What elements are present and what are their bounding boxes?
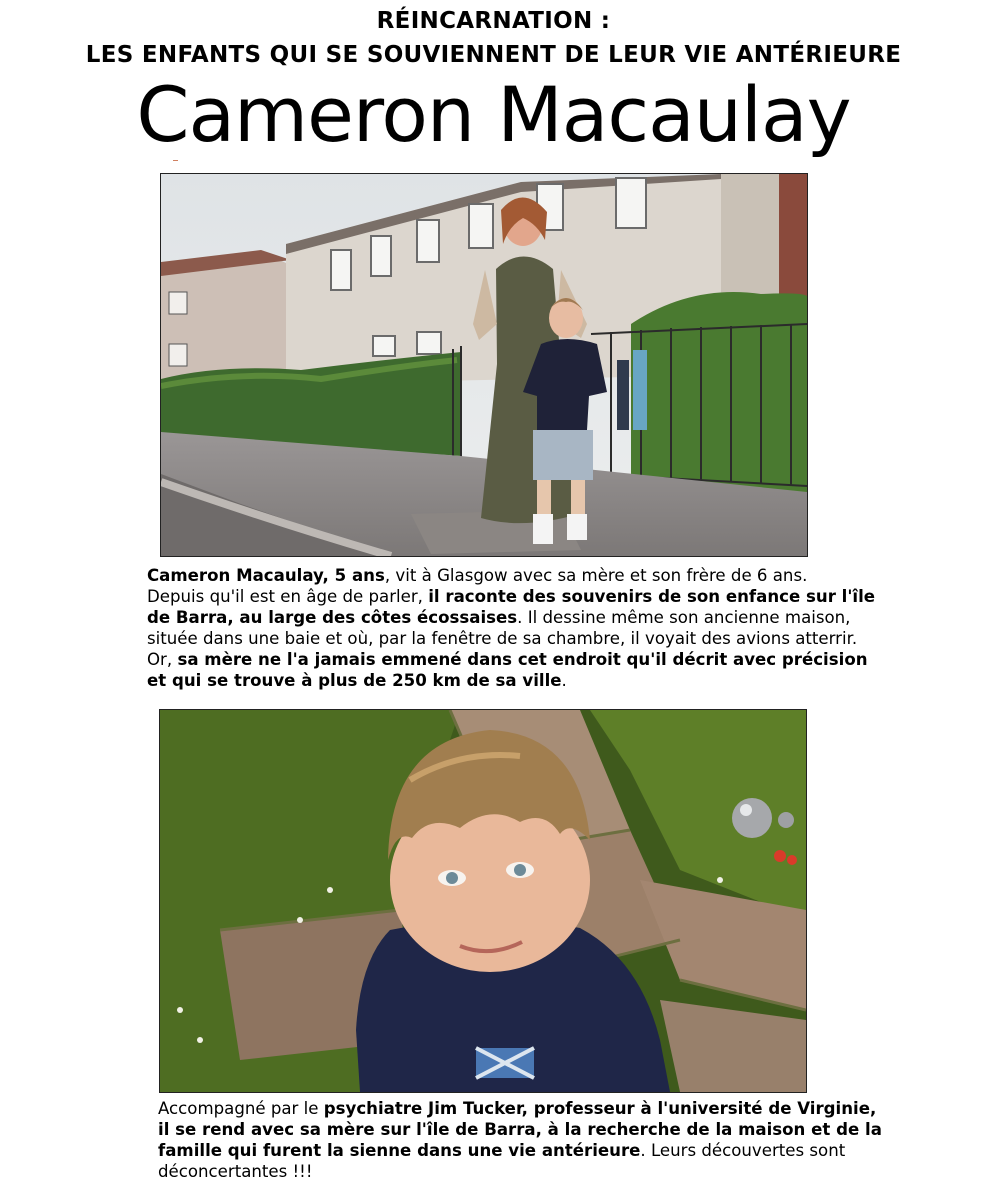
- caption1-line6-rest: .: [561, 671, 567, 690]
- caption1-line2-plain: Depuis qu'il est en âge de parler,: [147, 587, 429, 606]
- page-title: Cameron Macaulay: [136, 70, 851, 159]
- caption1-line5-bold: sa mère ne l'a jamais emmené dans cet endroit qu'il décrit avec précision: [177, 650, 868, 669]
- caption1-line1-bold: Cameron Macaulay, 5 ans: [147, 566, 385, 585]
- photo-boy-closeup: [159, 709, 807, 1093]
- caption-2: [158, 1098, 958, 1182]
- caption1-line4: située dans une baie et où, par la fenêtre de sa chambre, il voyait des avions atterrir.: [147, 629, 858, 648]
- kicker-line-1: RÉINCARNATION :: [376, 8, 611, 34]
- caption2-line2-bold: il se rend avec sa mère sur l'île de Barra, à la recherche de la maison et de la: [158, 1120, 882, 1139]
- caption-1: [147, 565, 947, 691]
- caption2-line1-bold: psychiatre Jim Tucker, professeur à l'université de Virginie,: [323, 1099, 877, 1118]
- caption2-line3-bold: famille qui furent la sienne dans une vie antérieure: [158, 1141, 641, 1160]
- caption1-line3-rest: . Il dessine même son ancienne maison,: [517, 608, 851, 627]
- caption1-line3-bold: de Barra, au large des côtes écossaises: [147, 608, 518, 627]
- photo-mother-and-son: [160, 173, 808, 557]
- caption1-line6-bold: et qui se trouve à plus de 250 km de sa ville: [147, 671, 562, 690]
- caption2-line1-plain: Accompagné par le: [158, 1099, 324, 1118]
- caption1-line5-plain: Or,: [147, 650, 178, 669]
- caption2-line4: déconcertantes !!!: [158, 1162, 313, 1181]
- divider: [173, 160, 178, 161]
- kicker-line-2: LES ENFANTS QUI SE SOUVIENNENT DE LEUR VIE ANTÉRIEURE: [85, 42, 902, 68]
- caption2-line3-rest: . Leurs découvertes sont: [640, 1141, 846, 1160]
- caption1-line1-rest: , vit à Glasgow avec sa mère et son frère de 6 ans.: [384, 566, 808, 585]
- caption1-line2-bold: il raconte des souvenirs de son enfance sur l'île: [428, 587, 876, 606]
